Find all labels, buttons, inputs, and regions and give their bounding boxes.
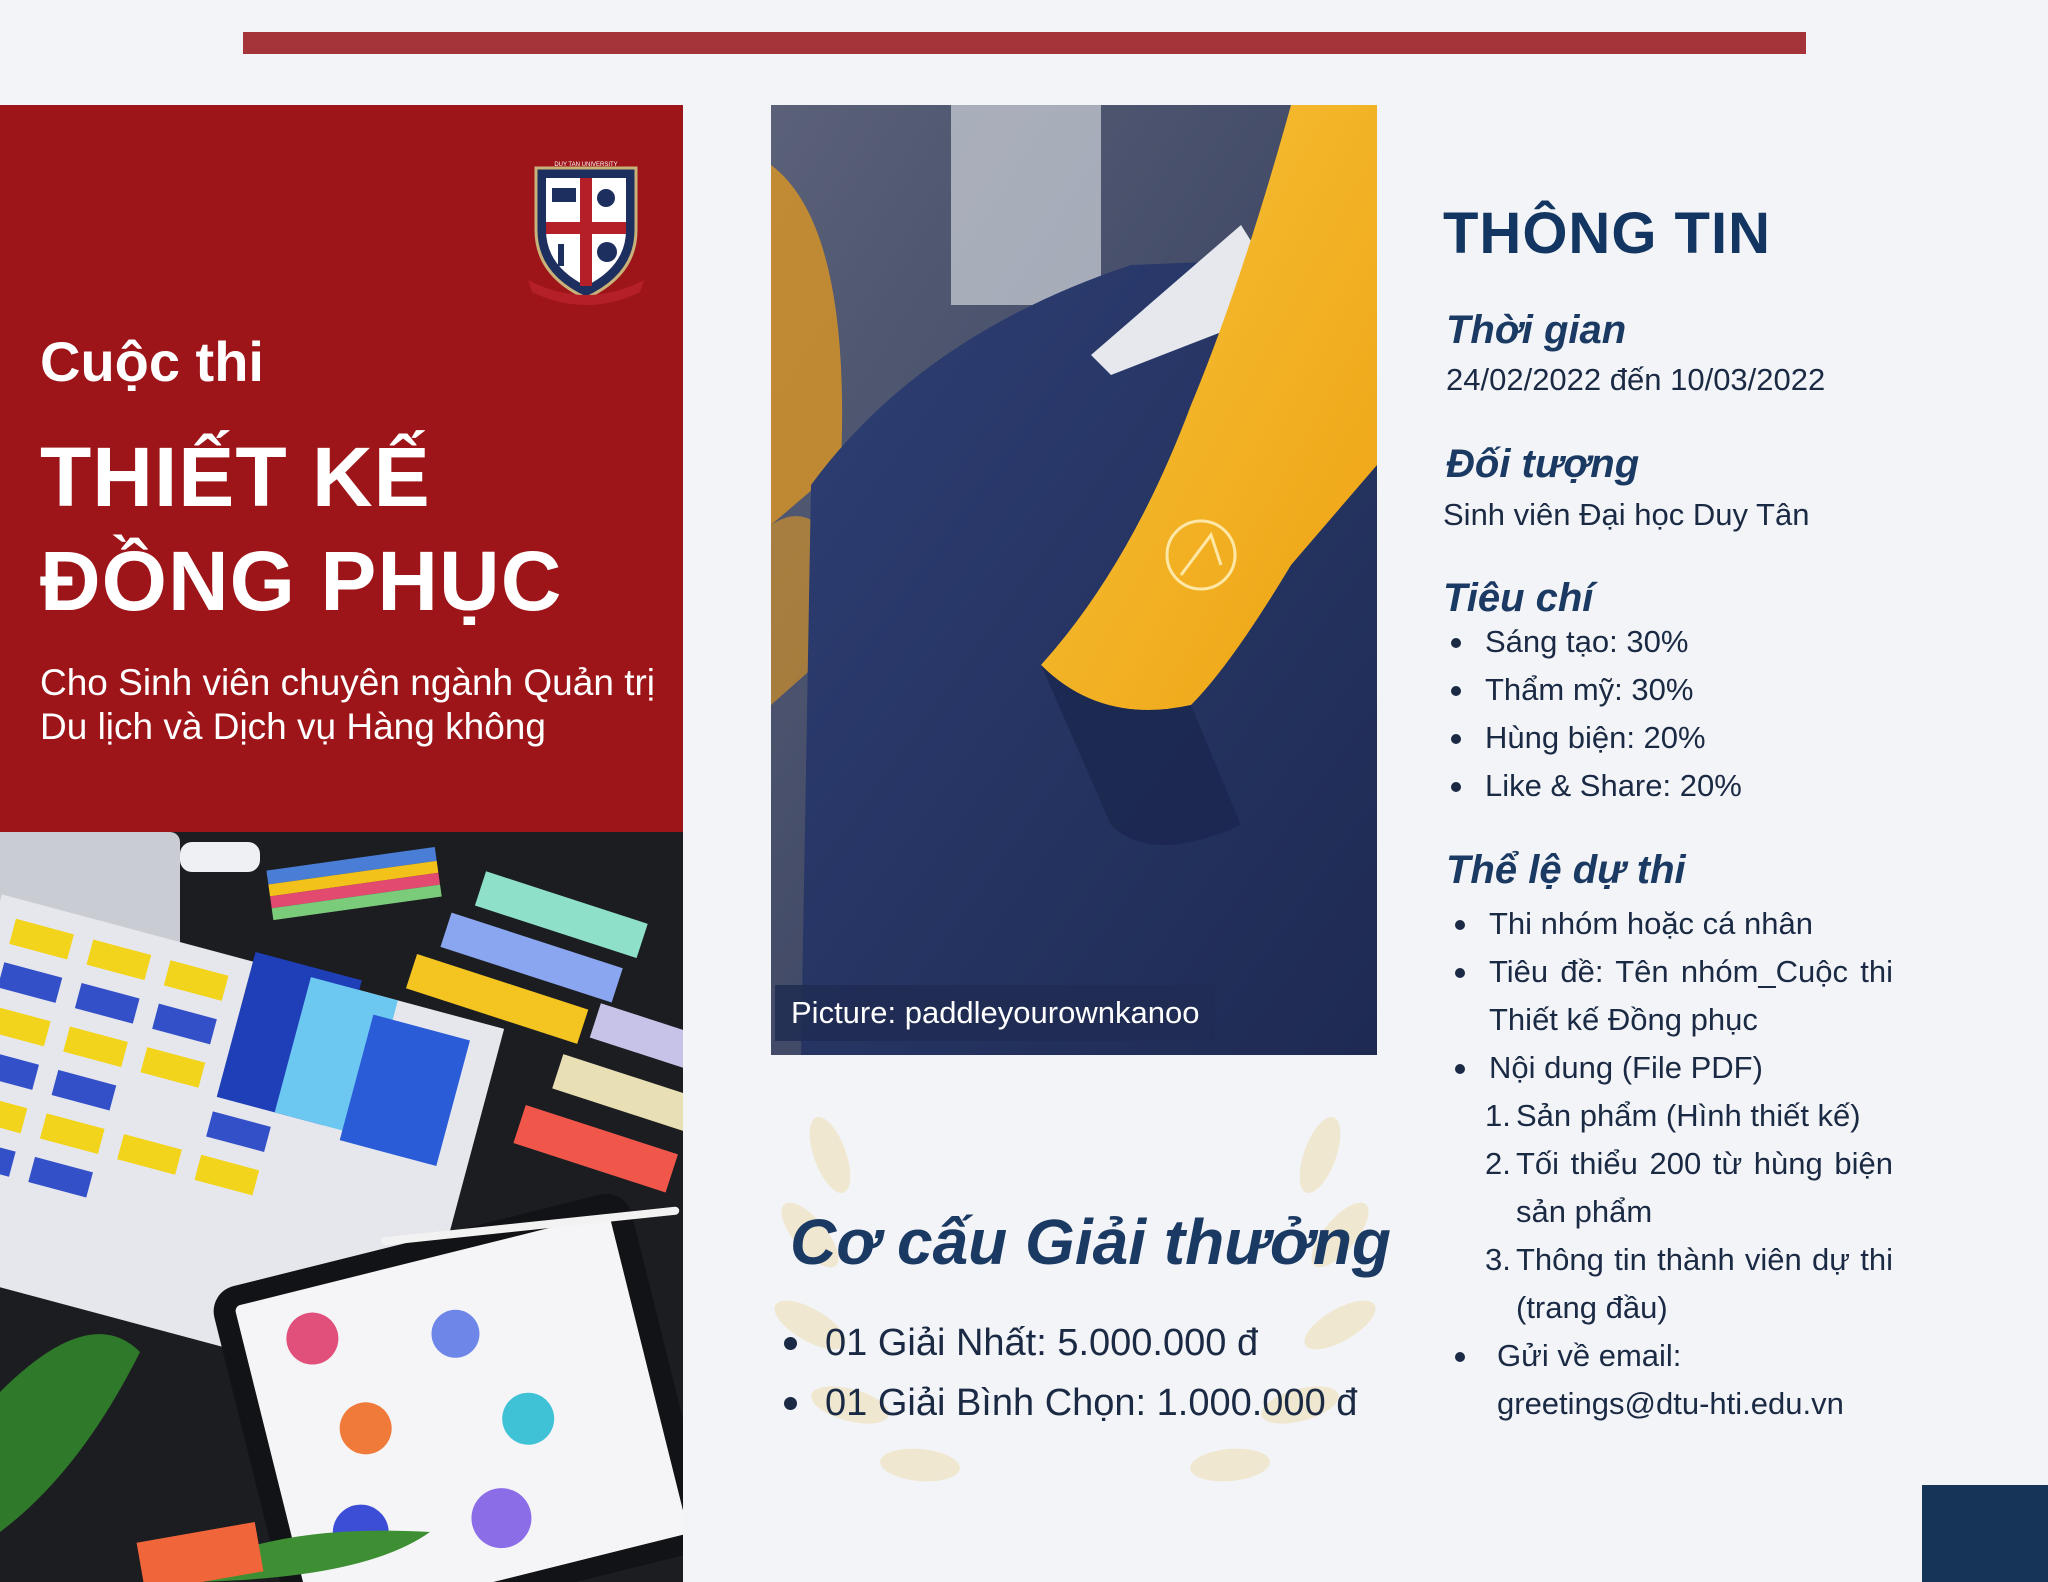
criteria-item-like-share: Like & Share: 20%: [1441, 762, 1742, 810]
uniform-photo: [771, 105, 1377, 1055]
audience-value: Sinh viên Đại học Duy Tân: [1443, 497, 1810, 532]
criteria-item-creativity: Sáng tạo: 30%: [1441, 618, 1742, 666]
uniform-illustration: [771, 105, 1377, 1055]
rule-item-team: Thi nhóm hoặc cá nhân: [1445, 900, 1893, 948]
content-sublist: [1445, 1092, 1893, 1332]
photo-credit: Picture: paddleyourownkanoo: [775, 985, 1215, 1041]
laurel-wreath-decoration: [770, 1085, 1380, 1505]
contest-title: [40, 425, 562, 633]
criteria-item-aesthetics: Thẩm mỹ: 30%: [1441, 666, 1742, 714]
rule-item-content: Nội dung (File PDF): [1445, 1044, 1893, 1092]
content-sub-item: [1445, 1236, 1893, 1332]
sub-number: 2.: [1485, 1146, 1511, 1181]
rule-item-email: [1445, 1332, 1893, 1428]
svg-text:DUY TAN UNIVERSITY: DUY TAN UNIVERSITY: [554, 162, 618, 168]
university-crest-logo: [528, 160, 644, 310]
sub-text: Tối thiểu 200 từ hùng biện sản phẩm: [1516, 1146, 1893, 1229]
sub-number: 1.: [1485, 1098, 1511, 1133]
contest-title-card: [0, 105, 683, 832]
email-address[interactable]: greetings@dtu-hti.edu.vn: [1497, 1386, 1844, 1421]
rules-heading: Thể lệ dự thi: [1446, 848, 1686, 892]
rule-item-title: Tiêu đề: Tên nhóm_Cuộc thi Thiết kế Đồng phục: [1445, 948, 1893, 1044]
contest-subtitle: Cho Sinh viên chuyên ngành Quản trị Du lịch và Dịch vụ Hàng không: [40, 662, 656, 747]
info-title: THÔNG TIN: [1443, 201, 1771, 266]
audience-heading: Đối tượng: [1446, 442, 1640, 486]
swatch-illustration: [0, 832, 683, 1582]
time-heading: Thời gian: [1446, 308, 1627, 352]
criteria-heading: Tiêu chí: [1443, 576, 1594, 620]
criteria-list: [1441, 618, 1742, 810]
contest-title-line-2: ĐỒNG PHỤC: [40, 534, 563, 628]
rules-list: [1445, 900, 1893, 1428]
time-value: 24/02/2022 đến 10/03/2022: [1446, 362, 1826, 397]
content-sub-item: [1445, 1092, 1893, 1140]
contest-title-line-1: THIẾT KẾ: [40, 430, 431, 524]
color-swatch-photo: [0, 832, 683, 1582]
criteria-item-rhetoric: Hùng biện: 20%: [1441, 714, 1742, 762]
prize-list: [780, 1315, 1357, 1435]
corner-accent-block: [1922, 1485, 2048, 1582]
prize-item-vote: 01 Giải Bình Chọn: 1.000.000 đ: [780, 1375, 1357, 1435]
prize-heading: Cơ cấu Giải thưởng: [790, 1206, 1391, 1278]
contest-label: Cuộc thi: [40, 330, 264, 393]
top-accent-bar: [243, 32, 1806, 54]
sub-text: Thông tin thành viên dự thi (trang đầu): [1516, 1242, 1893, 1325]
content-sub-item: [1445, 1140, 1893, 1236]
prize-item-first: 01 Giải Nhất: 5.000.000 đ: [780, 1315, 1357, 1375]
sub-number: 3.: [1485, 1242, 1511, 1277]
sub-text: Sản phẩm (Hình thiết kế): [1516, 1098, 1861, 1133]
email-label: Gửi về email:: [1497, 1338, 1682, 1373]
